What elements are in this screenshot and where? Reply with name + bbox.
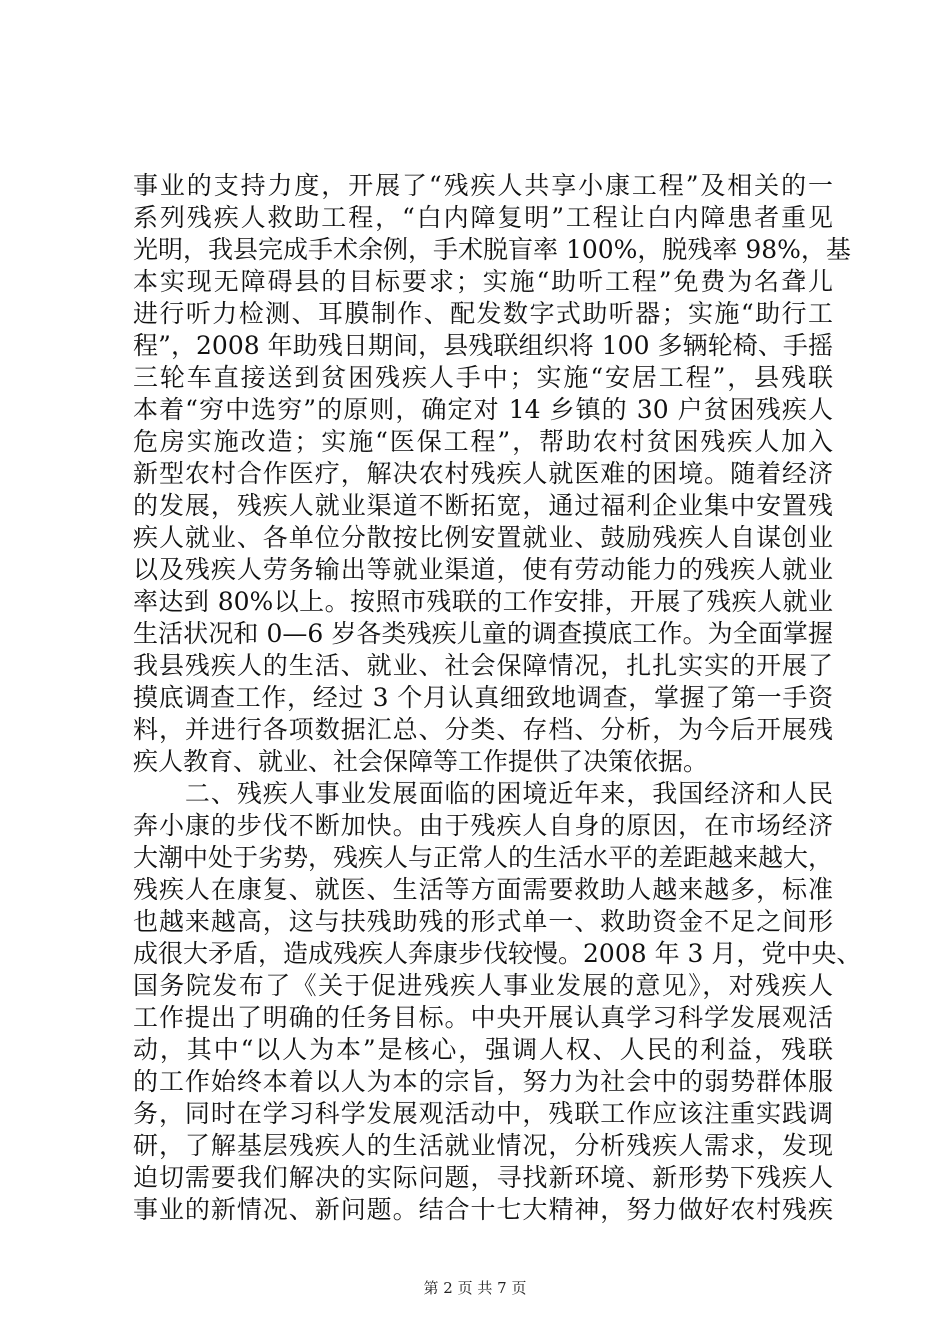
page-footer: 第 2 页 共 7 页 bbox=[423, 1279, 527, 1297]
text-line: 生活状况和 0—6 岁各类残疾儿童的调查摸底工作。为全面掌握 bbox=[133, 619, 833, 648]
text-line: 务，同时在学习科学发展观活动中，残联工作应该注重实践调 bbox=[133, 1099, 833, 1128]
text-line: 程”，2008 年助残日期间，县残联组织将 100 多辆轮椅、手摇 bbox=[133, 331, 833, 360]
text-line: 疾人就业、各单位分散按比例安置就业、鼓励残疾人自谋创业 bbox=[133, 523, 833, 552]
text-line: 疾人教育、就业、社会保障等工作提供了决策依据。 bbox=[133, 747, 709, 776]
text-line: 以及残疾人劳务输出等就业渠道，使有劳动能力的残疾人就业 bbox=[133, 555, 833, 584]
text-line: 新型农村合作医疗，解决农村残疾人就医难的困境。随着经济 bbox=[133, 459, 833, 488]
text-line: 危房实施改造；实施“医保工程”，帮助农村贫困残疾人加入 bbox=[133, 427, 833, 456]
text-line: 进行听力检测、耳膜制作、配发数字式助听器；实施“助行工 bbox=[133, 299, 833, 328]
text-line: 系列残疾人救助工程，“白内障复明”工程让白内障患者重见 bbox=[133, 203, 833, 232]
text-line: 的工作始终本着以人为本的宗旨，努力为社会中的弱势群体服 bbox=[133, 1067, 833, 1096]
text-line: 残疾人在康复、就医、生活等方面需要救助人越来越多，标准 bbox=[133, 875, 833, 904]
body-text bbox=[133, 170, 862, 1226]
text-line: 事业的支持力度，开展了“残疾人共享小康工程”及相关的一 bbox=[133, 171, 833, 200]
text-line: 本着“穷中选穷”的原则，确定对 14 乡镇的 30 户贫困残疾人 bbox=[133, 395, 833, 424]
text-line: 迫切需要我们解决的实际问题，寻找新环境、新形势下残疾人 bbox=[133, 1163, 833, 1192]
text-line: 的发展，残疾人就业渠道不断拓宽，通过福利企业集中安置残 bbox=[133, 491, 833, 520]
text-line: 率达到 80%以上。按照市残联的工作安排，开展了残疾人就业 bbox=[133, 587, 833, 616]
text-line: 动，其中“以人为本”是核心，强调人权、人民的利益，残联 bbox=[133, 1035, 833, 1064]
text-line: 料，并进行各项数据汇总、分类、存档、分析，为今后开展残 bbox=[133, 715, 833, 744]
text-line: 我县残疾人的生活、就业、社会保障情况，扎扎实实的开展了 bbox=[133, 651, 833, 680]
text-line: 本实现无障碍县的目标要求；实施“助听工程”免费为名聋儿 bbox=[133, 267, 833, 296]
text-line: 三轮车直接送到贫困残疾人手中；实施“安居工程”，县残联 bbox=[133, 363, 833, 392]
text-line: 工作提出了明确的任务目标。中央开展认真学习科学发展观活 bbox=[133, 1003, 833, 1032]
text-line: 摸底调查工作，经过 3 个月认真细致地调查，掌握了第一手资 bbox=[133, 683, 833, 712]
text-line: 也越来越高，这与扶残助残的形式单一、救助资金不足之间形 bbox=[133, 907, 833, 936]
text-line: 光明，我县完成手术余例，手术脱盲率 100%，脱残率 98%，基 bbox=[133, 235, 851, 264]
text-line: 研，了解基层残疾人的生活就业情况，分析残疾人需求，发现 bbox=[133, 1131, 833, 1160]
text-line: 二、残疾人事业发展面临的困境近年来，我国经济和人民 bbox=[133, 779, 833, 808]
text-line: 大潮中处于劣势，残疾人与正常人的生活水平的差距越来越大， bbox=[133, 843, 834, 872]
text-line: 奔小康的步伐不断加快。由于残疾人自身的原因，在市场经济 bbox=[133, 811, 833, 840]
text-line: 国务院发布了《关于促进残疾人事业发展的意见》，对残疾人 bbox=[133, 971, 833, 1000]
text-line: 成很大矛盾，造成残疾人奔康步伐较慢。2008 年 3 月，党中央、 bbox=[133, 939, 862, 968]
text-line: 事业的新情况、新问题。结合十七大精神，努力做好农村残疾 bbox=[133, 1195, 833, 1224]
